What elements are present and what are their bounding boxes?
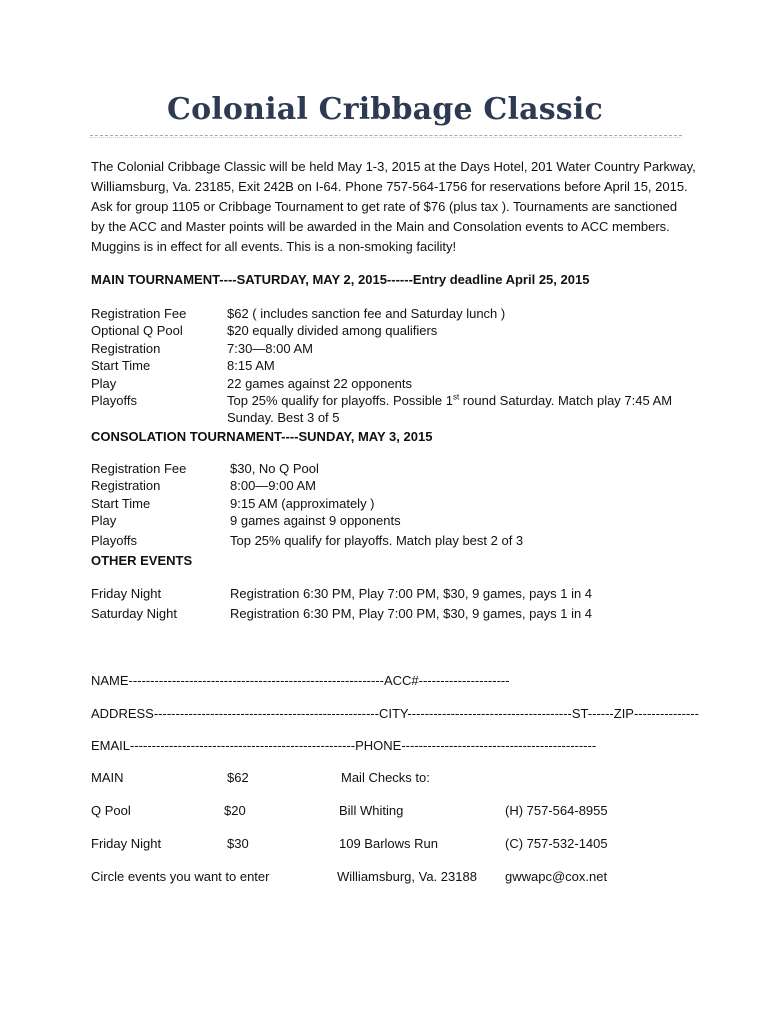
intro-line: Ask for group 1105 or Cribbage Tournament to get rate of $76 (plus tax ). Tournaments are sanctioned	[91, 199, 678, 214]
consolation-label: Start Time	[91, 496, 151, 511]
contact-email-link[interactable]: gwwapc@cox.net	[505, 869, 608, 884]
document-title: Colonial Cribbage Classic	[167, 92, 603, 127]
main-label: Optional Q Pool	[91, 323, 183, 338]
cell-phone: (C) 757-532-1405	[505, 836, 608, 851]
entry-event[interactable]: Friday Night	[91, 836, 162, 851]
consolation-value: 9:15 AM (approximately )	[230, 496, 375, 511]
entry-price: $62	[227, 770, 249, 785]
address-city-st-zip-field[interactable]: ADDRESS----------------------------------------------------CITY--------------------------------------ST------ZIP---------------	[91, 706, 699, 721]
main-label: Registration	[91, 341, 161, 356]
playoffs-ordinal: st	[452, 392, 460, 402]
mail-city: Williamsburg, Va. 23188	[337, 869, 477, 884]
intro-line: Williamsburg, Va. 23185, Exit 242B on I-64. Phone 757-564-1756 for reservations before April 15, 2015.	[91, 179, 688, 194]
other-event-value: Registration 6:30 PM, Play 7:00 PM, $30, 9 games, pays 1 in 4	[230, 586, 593, 601]
other-event-label: Friday Night	[91, 586, 162, 601]
entry-event[interactable]: MAIN	[91, 770, 124, 785]
main-value: 7:30—8:00 AM	[227, 341, 313, 356]
consolation-label: Registration	[91, 478, 161, 493]
main-value: $20 equally divided among qualifiers	[227, 323, 438, 338]
consolation-label: Registration Fee	[91, 461, 187, 476]
consolation-value: Top 25% qualify for playoffs. Match play best 2 of 3	[230, 533, 524, 548]
intro-line: Muggins is in effect for all events. This is a non-smoking facility!	[91, 239, 457, 254]
intro-line: The Colonial Cribbage Classic will be held May 1-3, 2015 at the Days Hotel, 201 Water Country Parkway,	[91, 159, 696, 174]
other-event-label: Saturday Night	[91, 606, 177, 621]
intro-paragraph	[91, 157, 696, 257]
main-value: 22 games against 22 opponents	[227, 376, 413, 391]
consolation-label: Play	[91, 513, 117, 528]
home-phone: (H) 757-564-8955	[505, 803, 608, 818]
mail-street: 109 Barlows Run	[339, 836, 438, 851]
main-value: $62 ( includes sanction fee and Saturday lunch )	[227, 306, 506, 321]
consolation-value: $30, No Q Pool	[230, 461, 319, 476]
entry-price: $30	[227, 836, 249, 851]
main-label: Start Time	[91, 358, 151, 373]
email-phone-field[interactable]: EMAIL----------------------------------------------------PHONE---------------------------------------------	[91, 738, 597, 753]
entry-price: $20	[224, 803, 246, 818]
playoffs-text: Top 25% qualify for playoffs. Possible 1	[227, 393, 453, 408]
main-value: 8:15 AM	[227, 358, 275, 373]
consolation-value: 8:00—9:00 AM	[230, 478, 316, 493]
circle-events-instruction: Circle events you want to enter	[91, 869, 270, 884]
title-divider-dotted	[90, 137, 682, 138]
main-playoffs-value-line2: Sunday. Best 3 of 5	[227, 410, 340, 425]
main-label: Play	[91, 376, 117, 391]
other-event-value: Registration 6:30 PM, Play 7:00 PM, $30, 9 games, pays 1 in 4	[230, 606, 593, 621]
name-acc-field[interactable]: NAME-----------------------------------------------------------ACC#---------------------	[91, 673, 510, 688]
consolation-label: Playoffs	[91, 533, 138, 548]
title-divider	[90, 135, 682, 136]
entry-event[interactable]: Q Pool	[91, 803, 131, 818]
playoffs-text: round Saturday. Match play 7:45 AM	[459, 393, 673, 408]
main-label: Registration Fee	[91, 306, 187, 321]
consolation-value: 9 games against 9 opponents	[230, 513, 401, 528]
mail-checks-label: Mail Checks to:	[341, 770, 430, 785]
other-events-heading: OTHER EVENTS	[91, 553, 193, 568]
consolation-heading: CONSOLATION TOURNAMENT----SUNDAY, MAY 3, 2015	[91, 429, 433, 444]
main-tournament-heading: MAIN TOURNAMENT----SATURDAY, MAY 2, 2015------Entry deadline April 25, 2015	[91, 272, 590, 287]
mail-name: Bill Whiting	[339, 803, 404, 818]
main-playoffs-value	[227, 392, 672, 409]
main-label: Playoffs	[91, 393, 138, 408]
intro-line: by the ACC and Master points will be awarded in the Main and Consolation events to ACC members.	[91, 219, 670, 234]
